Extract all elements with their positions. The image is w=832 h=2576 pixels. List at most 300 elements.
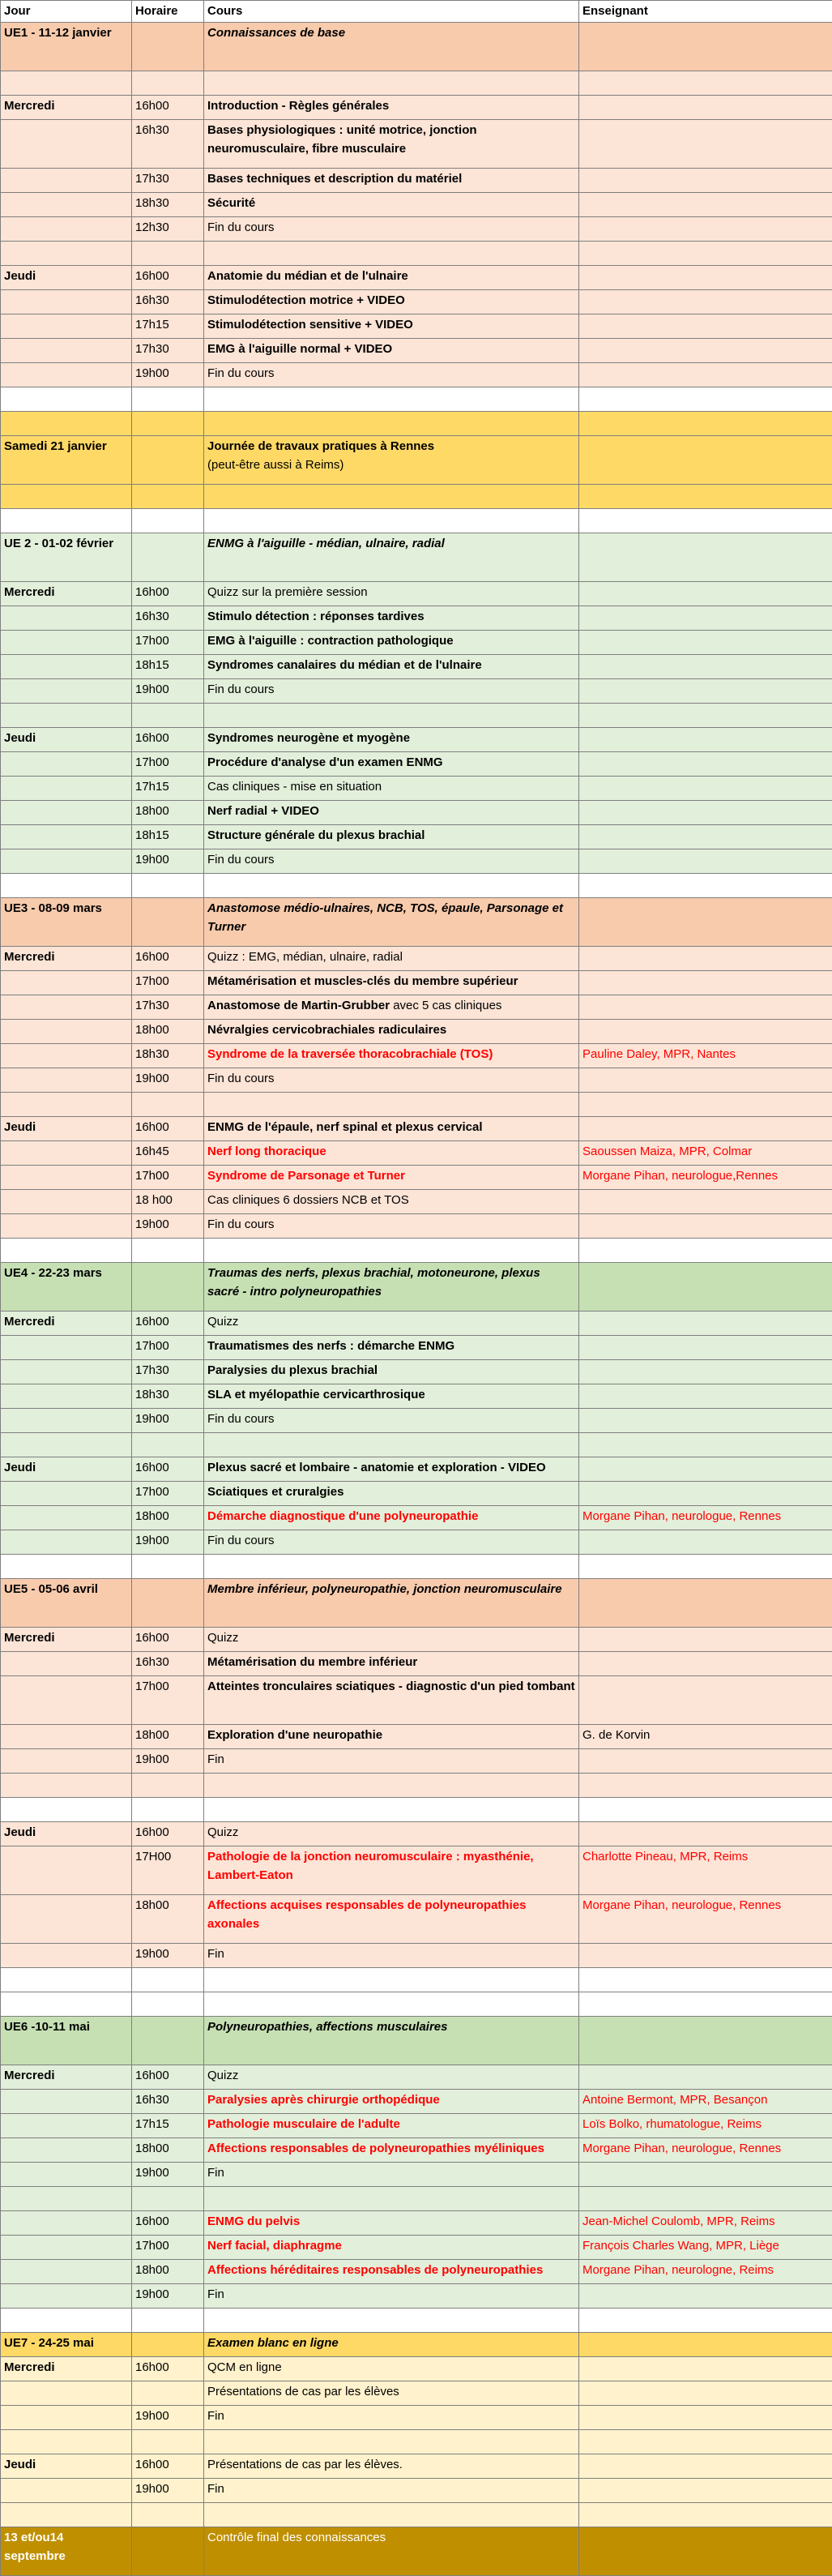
cell-cours: Fin du cours [204,1213,579,1238]
cell-enseignant [579,2332,832,2356]
cell-jour: UE4 - 22-23 mars [1,1262,132,1311]
cell-horaire [132,897,204,946]
table-row [1,2210,832,2235]
cell-enseignant [579,533,832,581]
table-row [1,1821,832,1846]
cell-horaire: 16h00 [132,1116,204,1140]
cell-enseignant: François Charles Wang, MPR, Liège [579,2235,832,2259]
cell-jour [1,2405,132,2429]
cell-jour [1,1335,132,1359]
table-row [1,1384,832,1408]
table-row [1,605,832,630]
cell-enseignant [579,484,832,508]
cell-cours [204,703,579,727]
cell-cours: Sciatiques et cruralgies [204,1481,579,1505]
cell-enseignant [579,1967,832,1992]
cell-enseignant: G. de Korvin [579,1724,832,1748]
cell-horaire [132,1092,204,1116]
cell-enseignant [579,800,832,824]
table-row [1,362,832,387]
cell-jour [1,2162,132,2186]
table-row [1,1457,832,1481]
cell-horaire: 18h00 [132,2137,204,2162]
cell-horaire: 18h00 [132,1019,204,1043]
cell-cours: Stimulodétection sensitive + VIDEO [204,314,579,338]
cell-cours: Fin du cours [204,678,579,703]
cell-jour [1,1675,132,1724]
cell-cours: Bases techniques et description du matériel [204,168,579,192]
cell-jour [1,1238,132,1262]
cell-horaire: 18h00 [132,2259,204,2283]
cell-horaire: 19h00 [132,1213,204,1238]
cell-cours: Quizz : EMG, médian, ulnaire, radial [204,946,579,970]
cell-horaire: 17h00 [132,1675,204,1724]
cell-jour: UE6 -10-11 mai [1,2016,132,2065]
cell-jour: UE7 - 24-25 mai [1,2332,132,2356]
cell-horaire [132,435,204,484]
cell-cours: Bases physiologiques : unité motrice, jonction neuromusculaire, fibre musculaire [204,119,579,168]
cell-horaire [132,1992,204,2016]
cell-enseignant [579,2454,832,2478]
cell-enseignant [579,776,832,800]
cell-horaire: 19h00 [132,2162,204,2186]
cell-cours: Fin [204,2478,579,2502]
cell-cours: Paralysies du plexus brachial [204,1359,579,1384]
table-row [1,241,832,265]
cell-jour: Jeudi [1,265,132,289]
cell-jour [1,1992,132,2016]
cell-cours [204,1992,579,2016]
cell-horaire: 17h30 [132,1359,204,1384]
table-row [1,2113,832,2137]
cell-jour [1,216,132,241]
cell-enseignant: Loïs Bolko, rhumatologue, Reims [579,2113,832,2137]
cours-title: Anastomose de Martin-Grubber [207,999,390,1012]
cell-enseignant [579,1821,832,1846]
table-row [1,2162,832,2186]
table-row [1,751,832,776]
table-row [1,995,832,1019]
cell-enseignant [579,897,832,946]
cell-enseignant [579,1262,832,1311]
cell-cours: Traumas des nerfs, plexus brachial, motoneurone, plexus sacré - intro polyneuropathies [204,1262,579,1311]
cell-enseignant [579,2283,832,2308]
cell-jour [1,1165,132,1189]
cell-horaire: 19h00 [132,1530,204,1554]
table-row [1,1140,832,1165]
cell-enseignant [579,1213,832,1238]
cell-cours: Syndrome de Parsonage et Turner [204,1165,579,1189]
cell-cours [204,1238,579,1262]
table-row [1,1262,832,1311]
table-row [1,2308,832,2332]
cell-horaire [132,411,204,435]
cell-cours: Quizz [204,2065,579,2089]
cell-jour: UE3 - 08-09 mars [1,897,132,946]
table-row [1,678,832,703]
cell-horaire [132,2429,204,2454]
table-row [1,1238,832,1262]
cell-enseignant: Morgane Pihan, neurologne, Reims [579,2259,832,2283]
table-row [1,1213,832,1238]
cell-horaire [132,484,204,508]
cell-horaire [132,22,204,71]
cell-jour [1,995,132,1019]
cell-cours: Fin du cours [204,1530,579,1554]
cell-enseignant [579,241,832,265]
cell-jour [1,2089,132,2113]
cell-jour [1,1019,132,1043]
cell-jour [1,654,132,678]
table-row [1,897,832,946]
cell-enseignant [579,1335,832,1359]
cell-enseignant [579,71,832,95]
cell-horaire [132,1773,204,1797]
cell-jour [1,970,132,995]
cell-horaire [132,1967,204,1992]
cell-enseignant: Saoussen Maiza, MPR, Colmar [579,1140,832,1165]
cell-enseignant [579,1530,832,1554]
cell-cours: Démarche diagnostique d'une polyneuropathie [204,1505,579,1530]
cell-horaire [132,1432,204,1457]
table-row [1,1408,832,1432]
cell-jour: UE5 - 05-06 avril [1,1578,132,1627]
cell-horaire: 16h30 [132,2089,204,2113]
cell-jour [1,1967,132,1992]
cell-jour [1,849,132,873]
cell-cours [204,435,579,484]
cell-horaire: 16h00 [132,2454,204,2478]
cell-enseignant [579,1432,832,1457]
table-row [1,484,832,508]
cell-enseignant [579,1627,832,1651]
cell-cours [204,1554,579,1578]
table-row [1,71,832,95]
cell-enseignant [579,2405,832,2429]
table-row [1,1724,832,1748]
table-row [1,1359,832,1384]
cell-cours: Syndromes canalaires du médian et de l'ulnaire [204,654,579,678]
cell-enseignant: Morgane Pihan, neurologue, Rennes [579,1894,832,1943]
cell-enseignant [579,2527,832,2575]
cell-horaire: 16h45 [132,1140,204,1165]
table-row [1,1773,832,1797]
table-row [1,1432,832,1457]
cell-jour [1,411,132,435]
cell-enseignant [579,2381,832,2405]
cell-cours: Cas cliniques 6 dossiers NCB et TOS [204,1189,579,1213]
cell-cours: Fin du cours [204,849,579,873]
cell-enseignant [579,362,832,387]
cell-cours: Fin du cours [204,362,579,387]
cell-jour: Jeudi [1,727,132,751]
cell-cours: Polyneuropathies, affections musculaires [204,2016,579,2065]
cell-cours: Présentations de cas par les élèves. [204,2454,579,2478]
cell-cours: Anastomose médio-ulnaires, NCB, TOS, épaule, Parsonage et Turner [204,897,579,946]
cell-horaire [132,241,204,265]
cell-cours: Structure générale du plexus brachial [204,824,579,849]
cell-jour [1,1748,132,1773]
cell-cours: Paralysies après chirurgie orthopédique [204,2089,579,2113]
cell-jour: Mercredi [1,95,132,119]
cell-enseignant [579,289,832,314]
cell-horaire: 19h00 [132,678,204,703]
table-row [1,800,832,824]
cell-enseignant [579,338,832,362]
cell-jour [1,703,132,727]
cell-cours: Quizz [204,1627,579,1651]
cell-horaire: 19h00 [132,1748,204,1773]
cell-enseignant [579,2162,832,2186]
cell-enseignant [579,1311,832,1335]
table-row [1,2454,832,2478]
table-row [1,314,832,338]
cell-horaire: 18h00 [132,1724,204,1748]
table-row [1,2137,832,2162]
cell-enseignant [579,119,832,168]
cell-enseignant [579,678,832,703]
cell-horaire: 19h00 [132,2283,204,2308]
header-cours: Cours [204,1,579,23]
cell-cours: Fin du cours [204,216,579,241]
table-row [1,1068,832,1092]
cell-horaire: 16h00 [132,2356,204,2381]
cell-jour [1,1724,132,1748]
cell-cours: Fin [204,2283,579,2308]
cell-jour [1,2308,132,2332]
cell-enseignant [579,1675,832,1724]
table-row [1,630,832,654]
cours-note: avec 5 cas cliniques [390,999,501,1012]
cell-cours: Pathologie de la jonction neuromusculaire : myasthénie, Lambert-Eaton [204,1846,579,1894]
cell-enseignant [579,654,832,678]
cell-cours: Stimulodétection motrice + VIDEO [204,289,579,314]
cell-enseignant [579,1797,832,1821]
table-row [1,2235,832,2259]
cell-enseignant [579,1068,832,1092]
cell-cours [204,71,579,95]
cell-horaire: 16h00 [132,1821,204,1846]
cell-horaire: 17h00 [132,1481,204,1505]
cell-cours: Examen blanc en ligne [204,2332,579,2356]
cell-enseignant: Charlotte Pineau, MPR, Reims [579,1846,832,1894]
cell-jour [1,2259,132,2283]
cell-cours [204,241,579,265]
cell-cours: Affections acquises responsables de polyneuropathies axonales [204,1894,579,1943]
cell-jour [1,2137,132,2162]
cell-horaire: 17h00 [132,970,204,995]
table-row [1,1943,832,1967]
cell-horaire: 12h30 [132,216,204,241]
cell-cours: Pathologie musculaire de l'adulte [204,2113,579,2137]
cell-enseignant [579,192,832,216]
table-row [1,824,832,849]
table-row [1,946,832,970]
cell-enseignant [579,703,832,727]
cell-cours: Stimulo détection : réponses tardives [204,605,579,630]
cell-enseignant [579,849,832,873]
cell-enseignant [579,970,832,995]
table-row [1,1116,832,1140]
cell-enseignant [579,1189,832,1213]
cell-cours [204,508,579,533]
cell-horaire: 17h00 [132,2235,204,2259]
cell-enseignant [579,1359,832,1384]
cell-jour [1,873,132,897]
cell-cours: Quizz [204,1311,579,1335]
cell-cours: Nerf long thoracique [204,1140,579,1165]
cell-enseignant [579,22,832,71]
cell-horaire: 17h00 [132,1165,204,1189]
cours-title: Journée de travaux pratiques à Rennes [207,439,434,453]
table-row [1,970,832,995]
cell-jour [1,1384,132,1408]
cell-jour [1,289,132,314]
cell-jour: Mercredi [1,2065,132,2089]
cell-jour [1,2283,132,2308]
cell-enseignant [579,1116,832,1140]
cell-cours [204,411,579,435]
cell-enseignant [579,1019,832,1043]
cell-enseignant [579,1457,832,1481]
table-row [1,1554,832,1578]
cell-cours [204,2502,579,2527]
table-row [1,2405,832,2429]
cell-horaire [132,1578,204,1627]
cell-cours: Exploration d'une neuropathie [204,1724,579,1748]
cell-enseignant [579,2016,832,2065]
cell-jour [1,1530,132,1554]
cell-cours: Atteintes tronculaires sciatiques - diagnostic d'un pied tombant [204,1675,579,1724]
table-row [1,703,832,727]
table-row [1,2478,832,2502]
cell-horaire: 19h00 [132,1408,204,1432]
header-horaire: Horaire [132,1,204,23]
cell-jour: UE 2 - 01-02 février [1,533,132,581]
cell-horaire [132,2186,204,2210]
cell-enseignant [579,946,832,970]
cell-horaire: 18h00 [132,1505,204,1530]
cell-horaire: 18h30 [132,192,204,216]
cell-horaire: 16h30 [132,289,204,314]
cell-horaire [132,2332,204,2356]
table-row [1,192,832,216]
cell-horaire: 17h30 [132,338,204,362]
cell-cours: ENMG à l'aiguille - médian, ulnaire, radial [204,533,579,581]
cell-horaire: 19h00 [132,1943,204,1967]
cell-enseignant [579,605,832,630]
cell-enseignant [579,1578,832,1627]
cell-horaire: 18h30 [132,1384,204,1408]
cell-cours [204,1432,579,1457]
cell-cours: Syndromes neurogène et myogène [204,727,579,751]
cell-horaire: 16h00 [132,1311,204,1335]
cell-jour: Mercredi [1,946,132,970]
table-row [1,1165,832,1189]
cell-jour: Jeudi [1,1457,132,1481]
cell-enseignant [579,411,832,435]
table-row [1,1092,832,1116]
table-row [1,411,832,435]
table-row [1,2186,832,2210]
cell-enseignant [579,508,832,533]
table-row [1,168,832,192]
table-row [1,95,832,119]
cell-enseignant [579,2478,832,2502]
cell-jour [1,1408,132,1432]
table-row [1,1894,832,1943]
table-row [1,22,832,71]
cell-horaire: 19h00 [132,362,204,387]
cell-jour [1,1846,132,1894]
table-row [1,873,832,897]
cell-cours: Fin du cours [204,1408,579,1432]
cell-cours: Névralgies cervicobrachiales radiculaires [204,1019,579,1043]
cell-horaire: 19h00 [132,2478,204,2502]
cell-enseignant [579,2502,832,2527]
cell-cours: Présentations de cas par les élèves [204,2381,579,2405]
table-row [1,533,832,581]
cell-jour [1,2113,132,2137]
cell-jour: Mercredi [1,581,132,605]
table-row [1,2259,832,2283]
cell-jour [1,2210,132,2235]
cell-horaire: 16h00 [132,581,204,605]
cell-horaire: 17h00 [132,630,204,654]
cell-enseignant [579,1408,832,1432]
cell-enseignant [579,727,832,751]
table-row [1,1748,832,1773]
cell-horaire: 18h00 [132,800,204,824]
cell-cours: SLA et myélopathie cervicarthrosique [204,1384,579,1408]
table-row [1,1992,832,2016]
cell-cours: Plexus sacré et lombaire - anatomie et exploration - VIDEO [204,1457,579,1481]
cell-horaire: 16h30 [132,1651,204,1675]
cell-cours: Sécurité [204,192,579,216]
cell-jour [1,1213,132,1238]
table-row [1,265,832,289]
cell-cours [204,2186,579,2210]
cell-cours: EMG à l'aiguille : contraction pathologique [204,630,579,654]
table-row [1,654,832,678]
cell-cours: Cas cliniques - mise en situation [204,776,579,800]
cell-jour [1,1651,132,1675]
cell-jour [1,776,132,800]
cell-horaire: 16h00 [132,95,204,119]
cell-horaire [132,2527,204,2575]
cell-jour [1,2502,132,2527]
cell-enseignant [579,1092,832,1116]
table-row [1,1627,832,1651]
cell-enseignant: Morgane Pihan, neurologue, Rennes [579,1505,832,1530]
cell-horaire: 17h30 [132,168,204,192]
cell-horaire [132,1262,204,1311]
table-row [1,2332,832,2356]
cell-cours: Quizz [204,1821,579,1846]
table-row [1,1967,832,1992]
schedule-body [1,22,832,2575]
cell-cours: Connaissances de base [204,22,579,71]
table-row [1,727,832,751]
cell-jour [1,1505,132,1530]
cell-jour [1,508,132,533]
cell-enseignant [579,435,832,484]
cell-cours: Affections responsables de polyneuropathies myéliniques [204,2137,579,2162]
cell-enseignant [579,1748,832,1773]
cell-horaire: 16h00 [132,727,204,751]
cell-horaire [132,2381,204,2405]
cell-horaire: 16h00 [132,1627,204,1651]
